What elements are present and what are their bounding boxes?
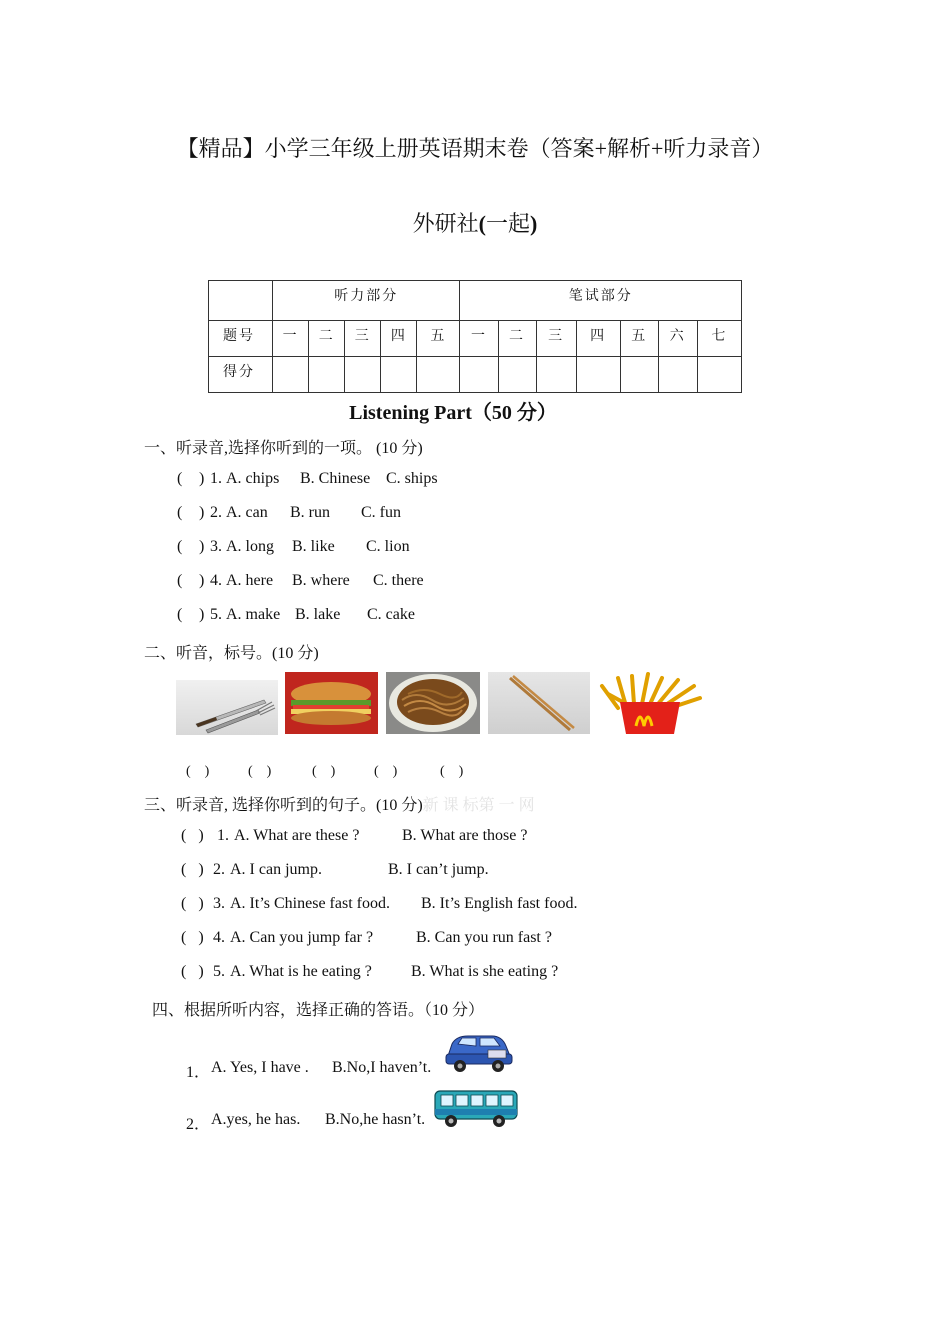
option-b: B. What are those ? bbox=[402, 827, 528, 844]
score-cell[interactable] bbox=[620, 357, 658, 393]
document-title: 【精品】小学三年级上册英语期末卷（答案+解析+听力录音） bbox=[176, 136, 774, 161]
noodles-picture bbox=[386, 672, 480, 734]
listening-part-heading bbox=[0, 396, 906, 425]
answer-paren-open: ( bbox=[177, 572, 183, 589]
score-cell[interactable] bbox=[460, 357, 498, 393]
part2-heading: 二、听音，标号。(10 分) bbox=[144, 645, 319, 662]
knife-fork-picture bbox=[176, 680, 278, 735]
option-a: A. long bbox=[226, 538, 274, 555]
part4-heading: 四、根据所听内容，选择正确的答语。（10 分） bbox=[152, 1002, 485, 1019]
listening-col-3: 三 bbox=[345, 321, 381, 357]
item-number: 1． bbox=[186, 1064, 211, 1081]
option-b: B. lake bbox=[295, 606, 341, 623]
document-subtitle bbox=[0, 207, 950, 238]
answer-paren: ( ) bbox=[181, 827, 204, 844]
option-a: A. What is he eating ? bbox=[230, 963, 372, 980]
score-cell[interactable] bbox=[309, 357, 345, 393]
answer-paren-open: ( bbox=[177, 504, 183, 521]
option-a: A. chips bbox=[226, 470, 280, 487]
option-b: B.No,he hasn’t. bbox=[325, 1111, 426, 1128]
item-number: 1. bbox=[217, 827, 229, 844]
score-cell[interactable] bbox=[658, 357, 697, 393]
option-c: C. cake bbox=[367, 606, 415, 623]
subtitle-paren-open: ( bbox=[478, 211, 486, 236]
option-a: A. can bbox=[226, 504, 268, 521]
option-a: A. Can you jump far ? bbox=[230, 929, 374, 946]
option-a: A. I can jump. bbox=[230, 861, 322, 878]
score-cell[interactable] bbox=[536, 357, 576, 393]
option-b: B. Chinese bbox=[300, 470, 371, 487]
answer-paren: ( ) bbox=[181, 895, 204, 912]
option-a: A. Yes, I have . bbox=[211, 1059, 309, 1076]
option-c: C. there bbox=[373, 572, 424, 589]
option-b: B. What is she eating ? bbox=[411, 963, 559, 980]
answer-paren-close: ) bbox=[199, 572, 205, 589]
item-number: 5. bbox=[213, 963, 225, 980]
option-c: C. ships bbox=[386, 470, 438, 487]
listening-part-score: （50 分） bbox=[471, 402, 557, 424]
answer-paren-open: ( bbox=[177, 606, 183, 623]
option-a: A.yes, he has. bbox=[211, 1111, 301, 1128]
listening-section-label: 听力部分 bbox=[273, 281, 460, 321]
written-col-5: 五 bbox=[620, 321, 658, 357]
item-number: 1. bbox=[210, 470, 222, 487]
listening-part-title: Listening Part bbox=[349, 402, 472, 424]
score-cell[interactable] bbox=[576, 357, 620, 393]
item-number: 3. bbox=[210, 538, 222, 555]
listening-col-1: 一 bbox=[273, 321, 309, 357]
written-section-label: 笔试部分 bbox=[460, 281, 742, 321]
picture-blank-2[interactable]: ( ) bbox=[248, 764, 272, 779]
answer-paren-open: ( bbox=[177, 470, 183, 487]
option-c: C. fun bbox=[361, 504, 401, 521]
option-c: C. lion bbox=[366, 538, 410, 555]
option-a: A. It’s Chinese fast food. bbox=[230, 895, 390, 912]
answer-paren-open: ( bbox=[177, 538, 183, 555]
answer-paren: ( ) bbox=[181, 929, 204, 946]
watermark-text: 新 课 标第 一 网 bbox=[422, 797, 535, 814]
option-b: B.No,I haven’t. bbox=[332, 1059, 432, 1076]
written-col-3: 三 bbox=[536, 321, 576, 357]
car-picture bbox=[442, 1026, 514, 1074]
score-label: 得分 bbox=[209, 357, 273, 393]
score-cell[interactable] bbox=[417, 357, 460, 393]
answer-paren-close: ) bbox=[199, 606, 205, 623]
listening-col-4: 四 bbox=[381, 321, 417, 357]
score-cell[interactable] bbox=[345, 357, 381, 393]
item-number: 5. bbox=[210, 606, 222, 623]
option-b: B. It’s English fast food. bbox=[421, 895, 578, 912]
answer-paren-close: ) bbox=[199, 504, 205, 521]
written-col-6: 六 bbox=[658, 321, 697, 357]
chopsticks-picture bbox=[488, 672, 590, 734]
answer-paren: ( ) bbox=[181, 861, 204, 878]
option-a: A. What are these ? bbox=[234, 827, 360, 844]
item-number: 4. bbox=[210, 572, 222, 589]
score-cell[interactable] bbox=[498, 357, 536, 393]
item-number: 4. bbox=[213, 929, 225, 946]
listening-col-2: 二 bbox=[309, 321, 345, 357]
picture-blank-5[interactable]: ( ) bbox=[440, 764, 464, 779]
table-corner-cell bbox=[209, 281, 273, 321]
picture-blank-3[interactable]: ( ) bbox=[312, 764, 336, 779]
question-number-label: 题号 bbox=[209, 321, 273, 357]
listening-col-5: 五 bbox=[417, 321, 460, 357]
item-number: 2. bbox=[210, 504, 222, 521]
written-col-7: 七 bbox=[697, 321, 741, 357]
part3-heading-text: 三、听录音, 选择你听到的句子。(10 分) bbox=[144, 797, 423, 814]
option-b: B. I can’t jump. bbox=[388, 861, 489, 878]
option-a: A. make bbox=[226, 606, 281, 623]
part3-heading bbox=[144, 792, 535, 815]
item-number: 3. bbox=[213, 895, 225, 912]
written-col-1: 一 bbox=[460, 321, 498, 357]
subtitle-paren-close: ) bbox=[530, 211, 538, 236]
option-b: B. where bbox=[292, 572, 350, 589]
written-col-2: 二 bbox=[498, 321, 536, 357]
score-table bbox=[208, 280, 742, 393]
item-number: 2. bbox=[213, 861, 225, 878]
answer-paren-close: ) bbox=[199, 470, 205, 487]
option-b: B. Can you run fast ? bbox=[416, 929, 552, 946]
written-col-4: 四 bbox=[576, 321, 620, 357]
score-cell[interactable] bbox=[273, 357, 309, 393]
bus-picture bbox=[433, 1087, 520, 1129]
french-fries-picture bbox=[598, 672, 704, 734]
part1-heading: 一、听录音,选择你听到的一项。 (10 分) bbox=[144, 440, 423, 457]
score-cell[interactable] bbox=[381, 357, 417, 393]
item-number: 2． bbox=[186, 1116, 211, 1133]
score-cell[interactable] bbox=[697, 357, 741, 393]
answer-paren: ( ) bbox=[181, 963, 204, 980]
answer-paren-close: ) bbox=[199, 538, 205, 555]
option-b: B. run bbox=[290, 504, 330, 521]
picture-blank-1[interactable]: ( ) bbox=[186, 764, 210, 779]
subtitle-publisher: 外研社 bbox=[412, 211, 479, 236]
option-a: A. here bbox=[226, 572, 274, 589]
option-b: B. like bbox=[292, 538, 335, 555]
subtitle-edition: 一起 bbox=[486, 211, 531, 236]
picture-blank-4[interactable]: ( ) bbox=[374, 764, 398, 779]
sandwich-picture bbox=[285, 672, 378, 734]
